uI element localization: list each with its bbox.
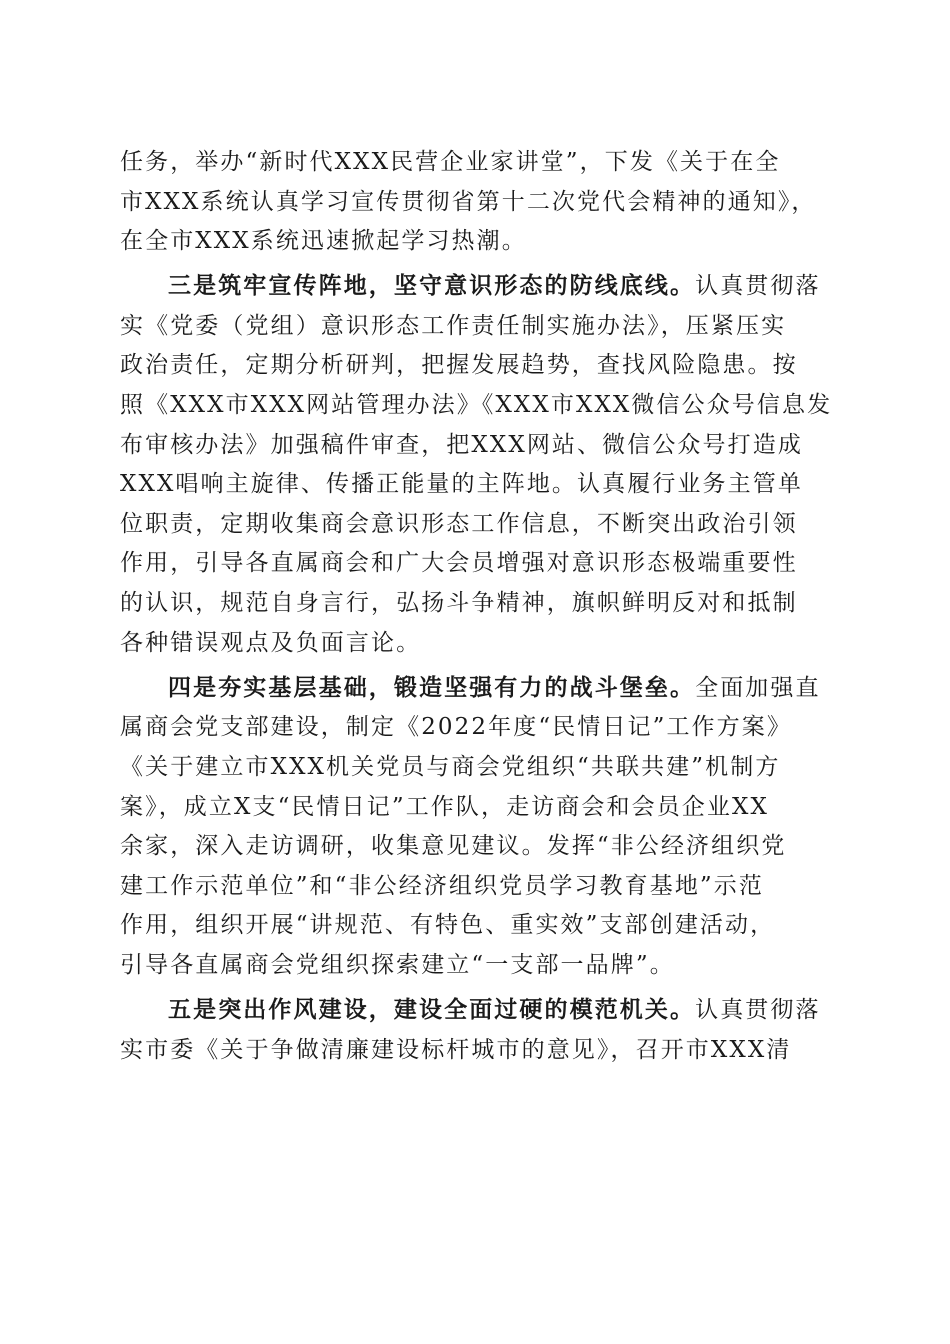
text-line: 的认识，规范自身言行，弘扬斗争精神，旗帜鲜明反对和抵制: [120, 590, 798, 617]
document-body: [120, 143, 832, 1075]
text-line: 建工作示范单位”和“非公经济组织党员学习教育基地”示范: [120, 872, 764, 899]
text-line: 余家，深入走访调研，收集意见建议。发挥“非公经济组织党: [120, 833, 787, 860]
text-line-first: [120, 266, 832, 307]
paragraph-heading: 三是筑牢宣传阵地，坚守意识形态的防线底线。: [168, 272, 696, 300]
text-line: 各种错误观点及负面言论。: [120, 629, 422, 656]
text-line-first: [120, 668, 832, 709]
text-line: 照《XXX市XXX网站管理办法》《XXX市XXX微信公众号信息发: [120, 392, 833, 419]
text-line: XXX唱响主旋律、传播正能量的主阵地。认真履行业务主管单: [120, 471, 803, 498]
paragraph-heading: 四是夯实基层基础，锻造坚强有力的战斗堡垒。: [168, 673, 696, 701]
text-run: 全面加强直: [695, 674, 821, 701]
text-line: 《关于建立市XXX机关党员与商会党组织“共联共建”机制方: [120, 753, 781, 780]
paragraph-continuation: [120, 143, 832, 262]
text-line: 属商会党支部建设，制定《2022年度“民情日记”工作方案》: [120, 714, 792, 741]
text-line: 作用，组织开展“讲规范、有特色、重实效”支部创建活动，: [120, 912, 776, 939]
text-line: 实《党委（党组）意识形态工作责任制实施办法》，压紧压实: [120, 312, 787, 339]
text-line-first: [120, 990, 832, 1031]
paragraph-four-grassroots: [120, 668, 832, 986]
paragraph-three-propaganda: [120, 266, 832, 663]
text-run: 认真贯彻落: [695, 996, 821, 1023]
text-line: 实市委《关于争做清廉建设标杆城市的意见》，召开市XXX清: [120, 1036, 792, 1063]
text-run: 认真贯彻落: [695, 273, 821, 300]
text-line: 位职责，定期收集商会意识形态工作信息，不断突出政治引领: [120, 510, 798, 537]
paragraph-heading: 五是突出作风建设，建设全面过硬的模范机关。: [168, 995, 696, 1023]
text-line: 市XXX系统认真学习宣传贯彻省第十二次党代会精神的通知》，: [120, 188, 817, 215]
text-line: 案》，成立X支“民情日记”工作队，走访商会和会员企业XX: [120, 793, 769, 820]
text-line: 在全市XXX系统迅速掀起学习热潮。: [120, 228, 527, 255]
text-line: 政治责任，定期分析研判，把握发展趋势，查找风险隐患。按: [120, 352, 798, 379]
text-line: 任务，举办“新时代XXX民营企业家讲堂”，下发《关于在全: [120, 149, 781, 175]
text-line: 布审核办法》加强稿件审查，把XXX网站、微信公众号打造成: [120, 431, 803, 458]
paragraph-five-conduct: [120, 990, 832, 1070]
text-line: 引导各直属商会党组织探索建立“一支部一品牌”。: [120, 951, 675, 978]
text-line: 作用，引导各直属商会和广大会员增强对意识形态极端重要性: [120, 550, 798, 577]
